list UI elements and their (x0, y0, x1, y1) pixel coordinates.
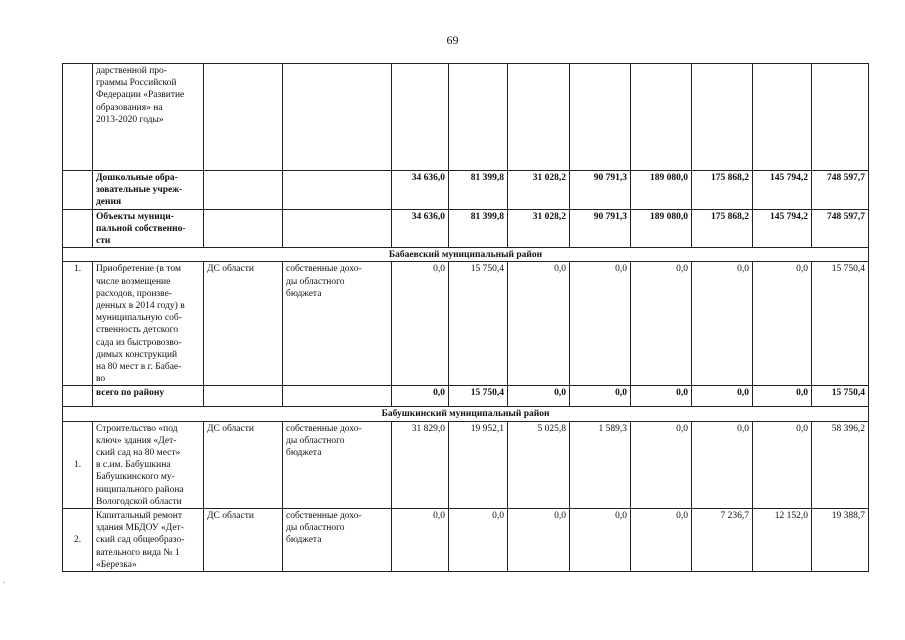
object-name: Строительство «под ключ» здания «Дет- ский сад на 80 мест» в с.им. Бабушкина Бабушкинского му- ниципального района Вологодской области (93, 421, 204, 508)
total-value-cell: 748 597,7 (812, 209, 869, 248)
value-cell: 90 791,3 (570, 209, 631, 248)
value-cell: 145 794,2 (753, 209, 812, 248)
customer-cell (204, 64, 283, 171)
customer-cell: ДС области (204, 509, 283, 572)
customer-cell (204, 386, 283, 407)
value-cell: 0,0 (631, 509, 692, 572)
funding-source-cell: собственные дохо- ды областного бюджета (283, 421, 392, 508)
value-cell: 19 952,1 (449, 421, 508, 508)
table-row (63, 171, 869, 210)
total-value-cell: 19 388,7 (812, 509, 869, 572)
value-cell: 15 750,4 (449, 262, 508, 386)
value-cell: 15 750,4 (449, 386, 508, 407)
value-cell: 7 236,7 (692, 509, 753, 572)
row-number: 1. (63, 421, 93, 508)
value-cell: 175 868,2 (692, 209, 753, 248)
total-value-cell: 15 750,4 (812, 262, 869, 386)
funding-source-cell (283, 209, 392, 248)
value-cell: 0,0 (753, 421, 812, 508)
funding-source-cell (283, 64, 392, 171)
table-row (63, 421, 869, 508)
value-cell (449, 64, 508, 171)
value-cell: 81 399,8 (449, 209, 508, 248)
object-name: всего по району (93, 386, 204, 407)
value-cell: 34 636,0 (392, 209, 449, 248)
funding-source-cell (283, 386, 392, 407)
object-name: Дошкольные обра- зовательные учреж- дения (93, 171, 204, 210)
section-title: Бабушкинский муниципальный район (63, 407, 869, 421)
value-cell: 0,0 (508, 509, 570, 572)
value-cell: 1 589,3 (570, 421, 631, 508)
value-cell (753, 64, 812, 171)
value-cell: 189 080,0 (631, 209, 692, 248)
object-name: Капитальный ремонт здания МБДОУ «Дет- ский сад общеобразо- вательного вида № 1 «Березка» (93, 509, 204, 572)
table-row (63, 64, 869, 171)
value-cell: 0,0 (692, 421, 753, 508)
value-cell: 31 829,0 (392, 421, 449, 508)
value-cell: 0,0 (631, 421, 692, 508)
object-name: дарственной про- граммы Российской Федерации «Развитие образования» на 2013-2020 годы» (93, 64, 204, 171)
value-cell: 12 152,0 (753, 509, 812, 572)
value-cell (692, 64, 753, 171)
value-cell: 0,0 (392, 509, 449, 572)
value-cell: 0,0 (508, 386, 570, 407)
table-row (63, 386, 869, 407)
total-value-cell: 15 750,4 (812, 386, 869, 407)
value-cell (570, 64, 631, 171)
customer-cell (204, 209, 283, 248)
value-cell: 0,0 (392, 262, 449, 386)
value-cell: 90 791,3 (570, 171, 631, 210)
total-value-cell: 748 597,7 (812, 171, 869, 210)
row-number: 1. (63, 262, 93, 386)
total-value-cell (812, 64, 869, 171)
table-row (63, 209, 869, 248)
funding-source-cell: собственные дохо- ды областного бюджета (283, 262, 392, 386)
value-cell: 0,0 (753, 386, 812, 407)
value-cell: 31 028,2 (508, 209, 570, 248)
value-cell (508, 64, 570, 171)
row-number (63, 209, 93, 248)
value-cell: 0,0 (392, 386, 449, 407)
value-cell (392, 64, 449, 171)
value-cell: 0,0 (692, 386, 753, 407)
funding-source-cell (283, 171, 392, 210)
value-cell: 81 399,8 (449, 171, 508, 210)
row-number (63, 386, 93, 407)
value-cell: 175 868,2 (692, 171, 753, 210)
table-body (63, 64, 869, 572)
value-cell: 34 636,0 (392, 171, 449, 210)
budget-table (62, 63, 869, 572)
value-cell: 0,0 (692, 262, 753, 386)
value-cell: 0,0 (449, 509, 508, 572)
section-title: Бабаевский муниципальный район (63, 248, 869, 262)
total-value-cell: 58 396,2 (812, 421, 869, 508)
row-number (63, 64, 93, 171)
row-number (63, 171, 93, 210)
value-cell: 0,0 (570, 386, 631, 407)
object-name: Приобретение (в том числе возмещение расходов, произве- денных в 2014 году) в муниципальную соб- ственность детского сада из быстровозво- димых конструкций на 80 мест в г. Бабае- во (93, 262, 204, 386)
customer-cell (204, 171, 283, 210)
value-cell (631, 64, 692, 171)
section-header-row (63, 407, 869, 421)
funding-source-cell: собственные дохо- ды областного бюджета (283, 509, 392, 572)
row-number: 2. (63, 509, 93, 572)
value-cell: 0,0 (631, 386, 692, 407)
table-row (63, 509, 869, 572)
value-cell: 189 080,0 (631, 171, 692, 210)
value-cell: 0,0 (753, 262, 812, 386)
value-cell: 0,0 (508, 262, 570, 386)
margin-mark: - (3, 578, 6, 586)
value-cell: 5 025,8 (508, 421, 570, 508)
value-cell: 0,0 (570, 509, 631, 572)
value-cell: 0,0 (570, 262, 631, 386)
customer-cell: ДС области (204, 262, 283, 386)
page-number: 69 (446, 33, 459, 47)
section-header-row (63, 248, 869, 262)
table-row (63, 262, 869, 386)
value-cell: 0,0 (631, 262, 692, 386)
value-cell: 31 028,2 (508, 171, 570, 210)
object-name: Объекты муници- пальной собственно- сти (93, 209, 204, 248)
customer-cell: ДС области (204, 421, 283, 508)
value-cell: 145 794,2 (753, 171, 812, 210)
